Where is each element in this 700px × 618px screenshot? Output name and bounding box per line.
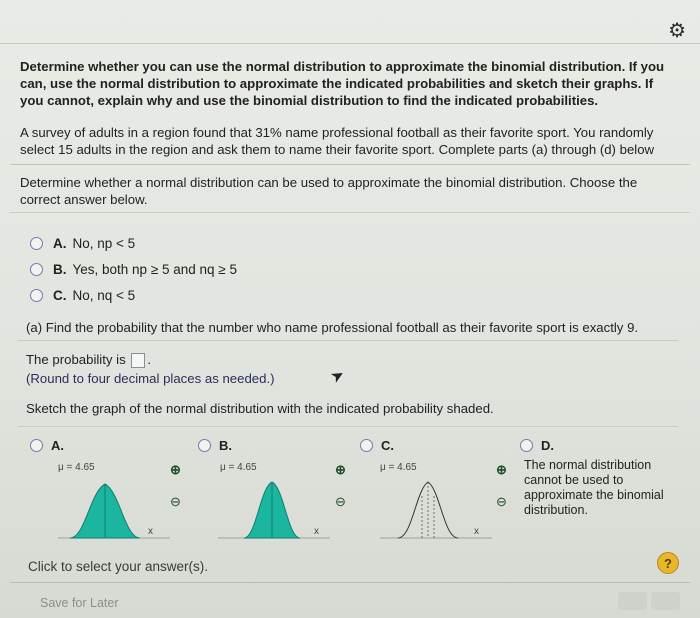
divider <box>10 582 690 583</box>
x-axis-label: x <box>148 526 153 537</box>
divider <box>10 212 690 213</box>
previous-arrow[interactable] <box>618 592 647 610</box>
probability-answer <box>26 350 275 388</box>
gear-icon[interactable]: ⚙ <box>668 20 686 42</box>
save-for-later-link[interactable]: Save for Later <box>40 596 119 610</box>
option-c[interactable] <box>30 282 237 308</box>
divider <box>18 340 678 341</box>
divider <box>10 164 690 165</box>
answer-options <box>30 230 237 308</box>
radio-button[interactable] <box>30 289 43 302</box>
rounding-note: (Round to four decimal places as needed.) <box>26 371 275 386</box>
graph-panel-b <box>210 458 340 542</box>
option-a[interactable] <box>30 230 237 256</box>
normal-approx-prompt: Determine whether a normal distribution can be used to approximate the binomial distribution. Choose the correct answer below. <box>20 175 638 207</box>
radio-button[interactable] <box>198 439 211 452</box>
help-button[interactable]: ? <box>657 552 679 574</box>
zoom-out-icon[interactable]: ⊖ <box>496 494 507 509</box>
zoom-in-icon[interactable]: ⊕ <box>335 462 346 477</box>
mean-label: μ = 4.65 <box>380 462 417 473</box>
graph-option-c[interactable] <box>360 438 394 453</box>
graph-option-b[interactable] <box>198 438 232 453</box>
radio-button[interactable] <box>520 439 533 452</box>
zoom-out-icon[interactable]: ⊖ <box>170 494 181 509</box>
click-to-select-hint: Click to select your answer(s). <box>28 559 209 574</box>
radio-button[interactable] <box>30 439 43 452</box>
mean-label: μ = 4.65 <box>220 462 257 473</box>
normal-curve-graph-c <box>372 472 502 542</box>
option-b[interactable] <box>30 256 237 282</box>
probability-suffix: . <box>147 352 152 367</box>
option-letter: C. <box>381 438 394 453</box>
option-letter: B. <box>219 438 232 453</box>
option-letter: A. <box>53 235 67 251</box>
mouse-cursor-icon: ➤ <box>327 365 349 388</box>
radio-button[interactable] <box>360 439 373 452</box>
question-instructions: Determine whether you can use the normal distribution to approximate the binomial distribution. If you can, use the normal distribution to approximate the indicated probabilities and sketch their graphs. If you cannot, explain why and use the binomial distribution to find the indicated probabilities. <box>20 59 665 108</box>
option-text: No, nq < 5 <box>72 287 136 303</box>
radio-button[interactable] <box>30 237 43 250</box>
option-letter: B. <box>53 261 67 277</box>
zoom-out-icon[interactable]: ⊖ <box>335 494 346 509</box>
top-bar <box>0 0 700 44</box>
radio-button[interactable] <box>30 263 43 276</box>
graph-option-d[interactable] <box>520 438 554 453</box>
x-axis-label: x <box>314 526 319 537</box>
option-letter: A. <box>51 438 64 453</box>
option-letter: C. <box>53 287 67 303</box>
zoom-in-icon[interactable]: ⊕ <box>170 462 181 477</box>
probability-label: The probability is <box>26 352 126 367</box>
option-text: No, np < 5 <box>72 235 136 251</box>
normal-curve-graph-b <box>210 472 340 542</box>
option-letter: D. <box>541 438 554 453</box>
survey-description: A survey of adults in a region found that 31% name professional football as their favorite sport. You randomly select 15 adults in the region and ask them to name their favorite sport. Complete parts (a) through (d) below <box>20 125 655 157</box>
option-d-text: The normal distribution cannot be used to approximate the binomial distribution. <box>524 458 664 517</box>
next-arrow[interactable] <box>651 592 680 610</box>
divider <box>18 426 678 427</box>
mean-label: μ = 4.65 <box>58 462 95 473</box>
zoom-in-icon[interactable]: ⊕ <box>496 462 507 477</box>
graph-panel-c <box>372 458 502 542</box>
navigation-arrows[interactable] <box>618 592 680 610</box>
probability-input[interactable] <box>131 353 145 368</box>
normal-curve-graph-a <box>50 472 180 542</box>
sketch-instructions: Sketch the graph of the normal distribution with the indicated probability shaded. <box>26 401 494 416</box>
option-text: Yes, both np ≥ 5 and nq ≥ 5 <box>72 261 237 277</box>
graph-option-a[interactable] <box>30 438 64 453</box>
graph-panel-a <box>50 458 180 542</box>
x-axis-label: x <box>474 526 479 537</box>
part-a-question: (a) Find the probability that the number who name professional football as their favorite sport is exactly 9. <box>26 320 639 335</box>
